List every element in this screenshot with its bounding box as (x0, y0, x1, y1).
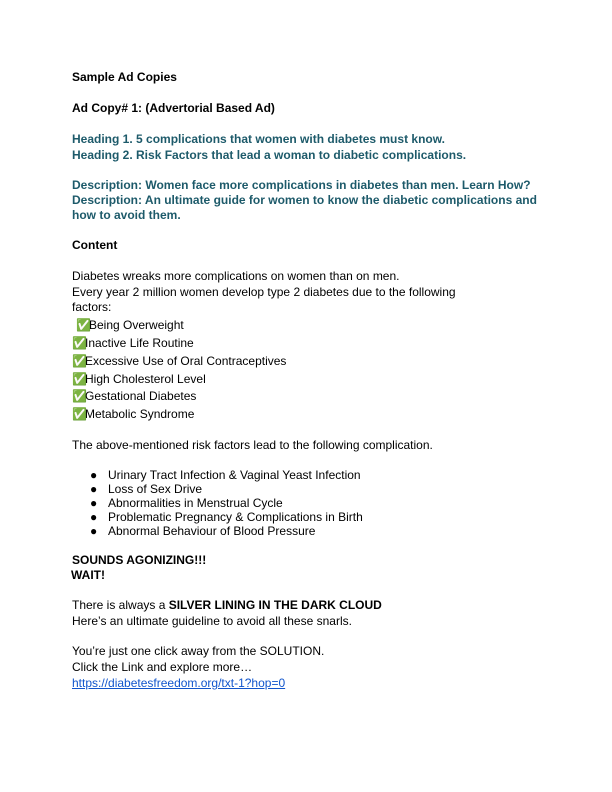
check-mark-icon: ✅ (72, 407, 87, 421)
cta-line-1: You’re just one click away from the SOLUTION. (72, 644, 325, 658)
silver-lining-prefix: There is always a (72, 598, 169, 612)
alarm-line-1: SOUNDS AGONIZING!!! (72, 553, 207, 567)
guideline-line: Here’s an ultimate guideline to avoid all these snarls. (72, 614, 352, 628)
intro-line-1: Diabetes wreaks more complications on women than on men. (72, 269, 400, 283)
description-2-line-1: Description: An ultimate guide for women to know the diabetic complications and (72, 193, 537, 207)
risk-factor-item (72, 407, 194, 422)
silver-lining-line (72, 598, 382, 613)
document-title: Sample Ad Copies (72, 70, 177, 84)
risk-factor-item (72, 336, 194, 351)
check-mark-icon: ✅ (72, 336, 87, 350)
bullet-icon: ● (90, 468, 98, 482)
risk-factor-label: Gestational Diabetes (85, 389, 197, 403)
description-2-line-2: how to avoid them. (72, 208, 181, 222)
description-1: Description: Women face more complications in diabetes than men. Learn How? (72, 178, 531, 192)
bullet-icon: ● (90, 524, 98, 538)
cta-link[interactable]: https://diabetesfreedom.org/txt-1?hop=0 (72, 676, 286, 690)
risk-factor-item (76, 318, 184, 333)
check-mark-icon: ✅ (72, 389, 87, 403)
cta-line-2: Click the Link and explore more… (72, 660, 253, 674)
risk-factor-label: High Cholesterol Level (85, 372, 206, 386)
risk-factor-label: Metabolic Syndrome (85, 407, 195, 421)
complication-label: Abnormal Behaviour of Blood Pressure (108, 524, 316, 538)
risk-factor-item (72, 354, 286, 369)
check-mark-icon: ✅ (72, 354, 87, 368)
risk-factor-item (72, 372, 206, 387)
complication-label: Problematic Pregnancy & Complications in Birth (108, 510, 363, 524)
cta-link-row (72, 676, 285, 691)
heading-1: Heading 1. 5 complications that women with diabetes must know. (72, 132, 445, 146)
bullet-icon: ● (90, 482, 98, 496)
content-heading: Content (72, 238, 118, 252)
ad-copy-label: Ad Copy# 1: (Advertorial Based Ad) (72, 101, 275, 115)
complication-label: Abnormalities in Menstrual Cycle (108, 496, 283, 510)
check-mark-icon: ✅ (72, 372, 87, 386)
bullet-icon: ● (90, 510, 98, 524)
heading-2: Heading 2. Risk Factors that lead a woman to diabetic complications. (72, 148, 467, 162)
intro-line-3: factors: (72, 300, 112, 314)
alarm-line-2: WAIT! (71, 568, 105, 582)
intro-line-2: Every year 2 million women develop type 2 diabetes due to the following (72, 285, 456, 299)
complication-label: Urinary Tract Infection & Vaginal Yeast Infection (108, 468, 361, 482)
complication-intro: The above-mentioned risk factors lead to the following complication. (72, 438, 433, 452)
risk-factor-label: Excessive Use of Oral Contraceptives (85, 354, 287, 368)
check-mark-icon: ✅ (76, 318, 91, 332)
bullet-icon: ● (90, 496, 98, 510)
risk-factor-item (72, 389, 196, 404)
silver-lining-bold: SILVER LINING IN THE DARK CLOUD (168, 598, 382, 612)
risk-factor-label: Inactive Life Routine (85, 336, 194, 350)
risk-factor-label: Being Overweight (89, 318, 184, 332)
complication-label: Loss of Sex Drive (108, 482, 203, 496)
